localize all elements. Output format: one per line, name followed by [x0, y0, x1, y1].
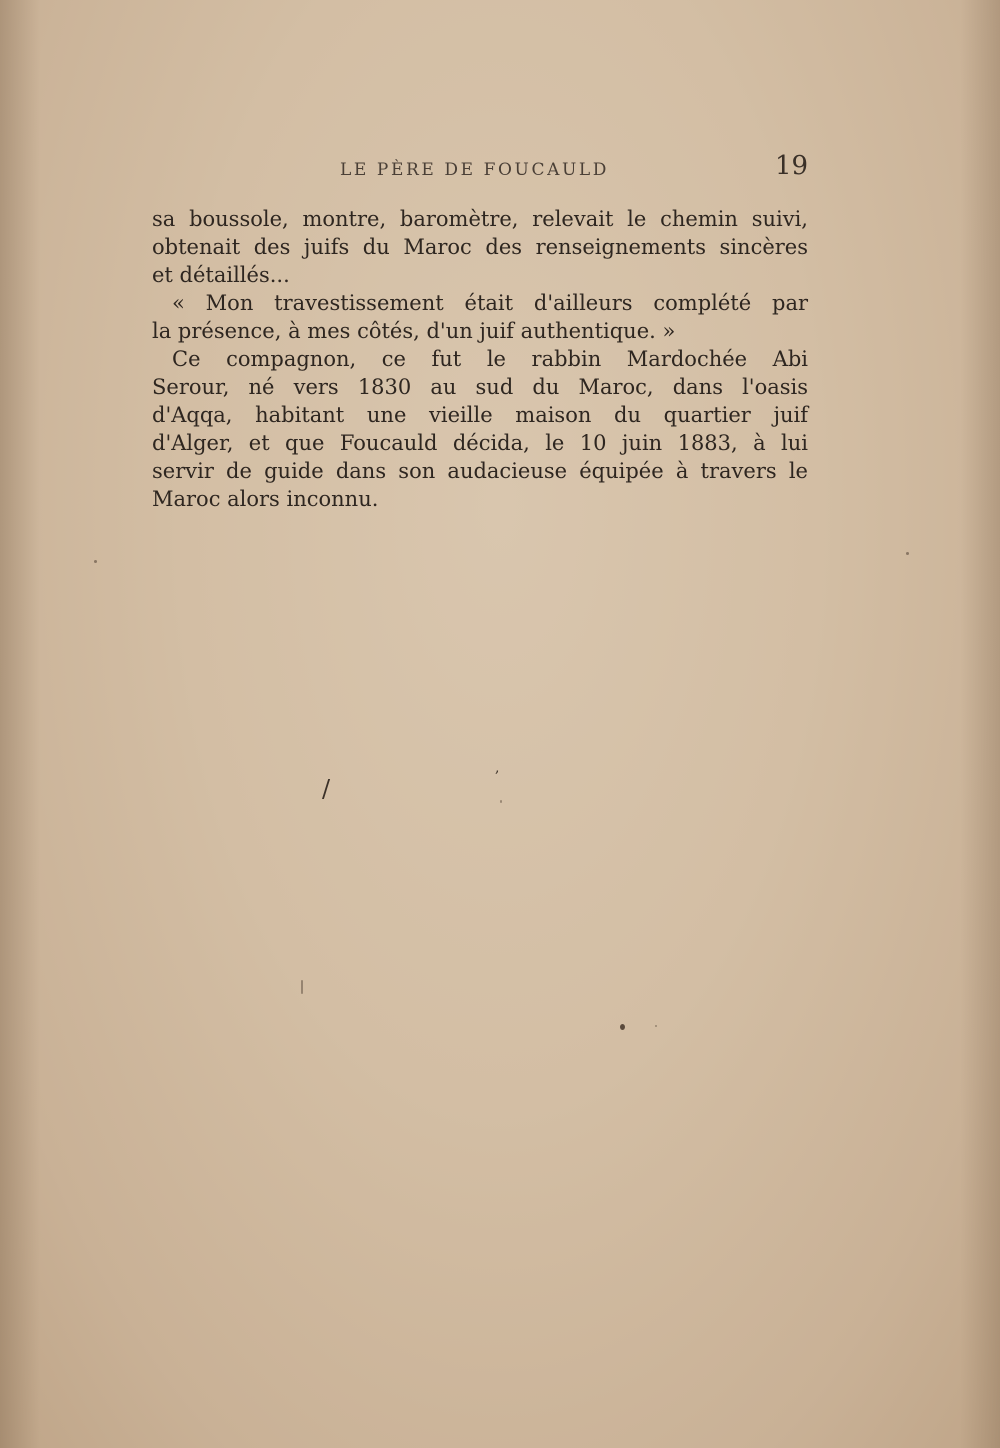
ink-speck — [301, 980, 303, 994]
text-line: obtenait des juifs du Maroc des renseignements sincères — [152, 235, 808, 259]
ink-speck — [620, 1024, 625, 1030]
text-line: et détaillés... — [152, 263, 290, 287]
ink-speck — [655, 1025, 657, 1027]
page-edge-shadow-left — [0, 0, 40, 1448]
ink-speck — [906, 552, 909, 555]
text-line: servir de guide dans son audacieuse équipée à travers le — [152, 459, 808, 483]
running-head: LE PÈRE DE FOUCAULD — [340, 160, 609, 180]
text-line: d'Aqqa, habitant une vieille maison du quartier juif — [152, 403, 808, 427]
page-edge-shadow-right — [960, 0, 1000, 1448]
body-text — [152, 205, 808, 513]
text-line: Maroc alors inconnu. — [152, 487, 379, 511]
ink-speck — [500, 800, 502, 803]
text-line: Serour, né vers 1830 au sud du Maroc, dans l'oasis — [152, 375, 808, 399]
ink-speck: / — [322, 775, 331, 803]
ink-speck — [94, 560, 97, 563]
page-number: 19 — [775, 151, 809, 181]
text-line: « Mon travestissement était d'ailleurs complété par — [172, 291, 808, 315]
ink-speck: , — [495, 760, 500, 776]
text-line: d'Alger, et que Foucauld décida, le 10 juin 1883, à lui — [152, 431, 808, 455]
text-line: Ce compagnon, ce fut le rabbin Mardochée Abi — [172, 347, 808, 371]
text-line: la présence, à mes côtés, d'un juif authentique. » — [152, 319, 676, 343]
text-line: sa boussole, montre, baromètre, relevait le chemin suivi, — [152, 207, 808, 231]
